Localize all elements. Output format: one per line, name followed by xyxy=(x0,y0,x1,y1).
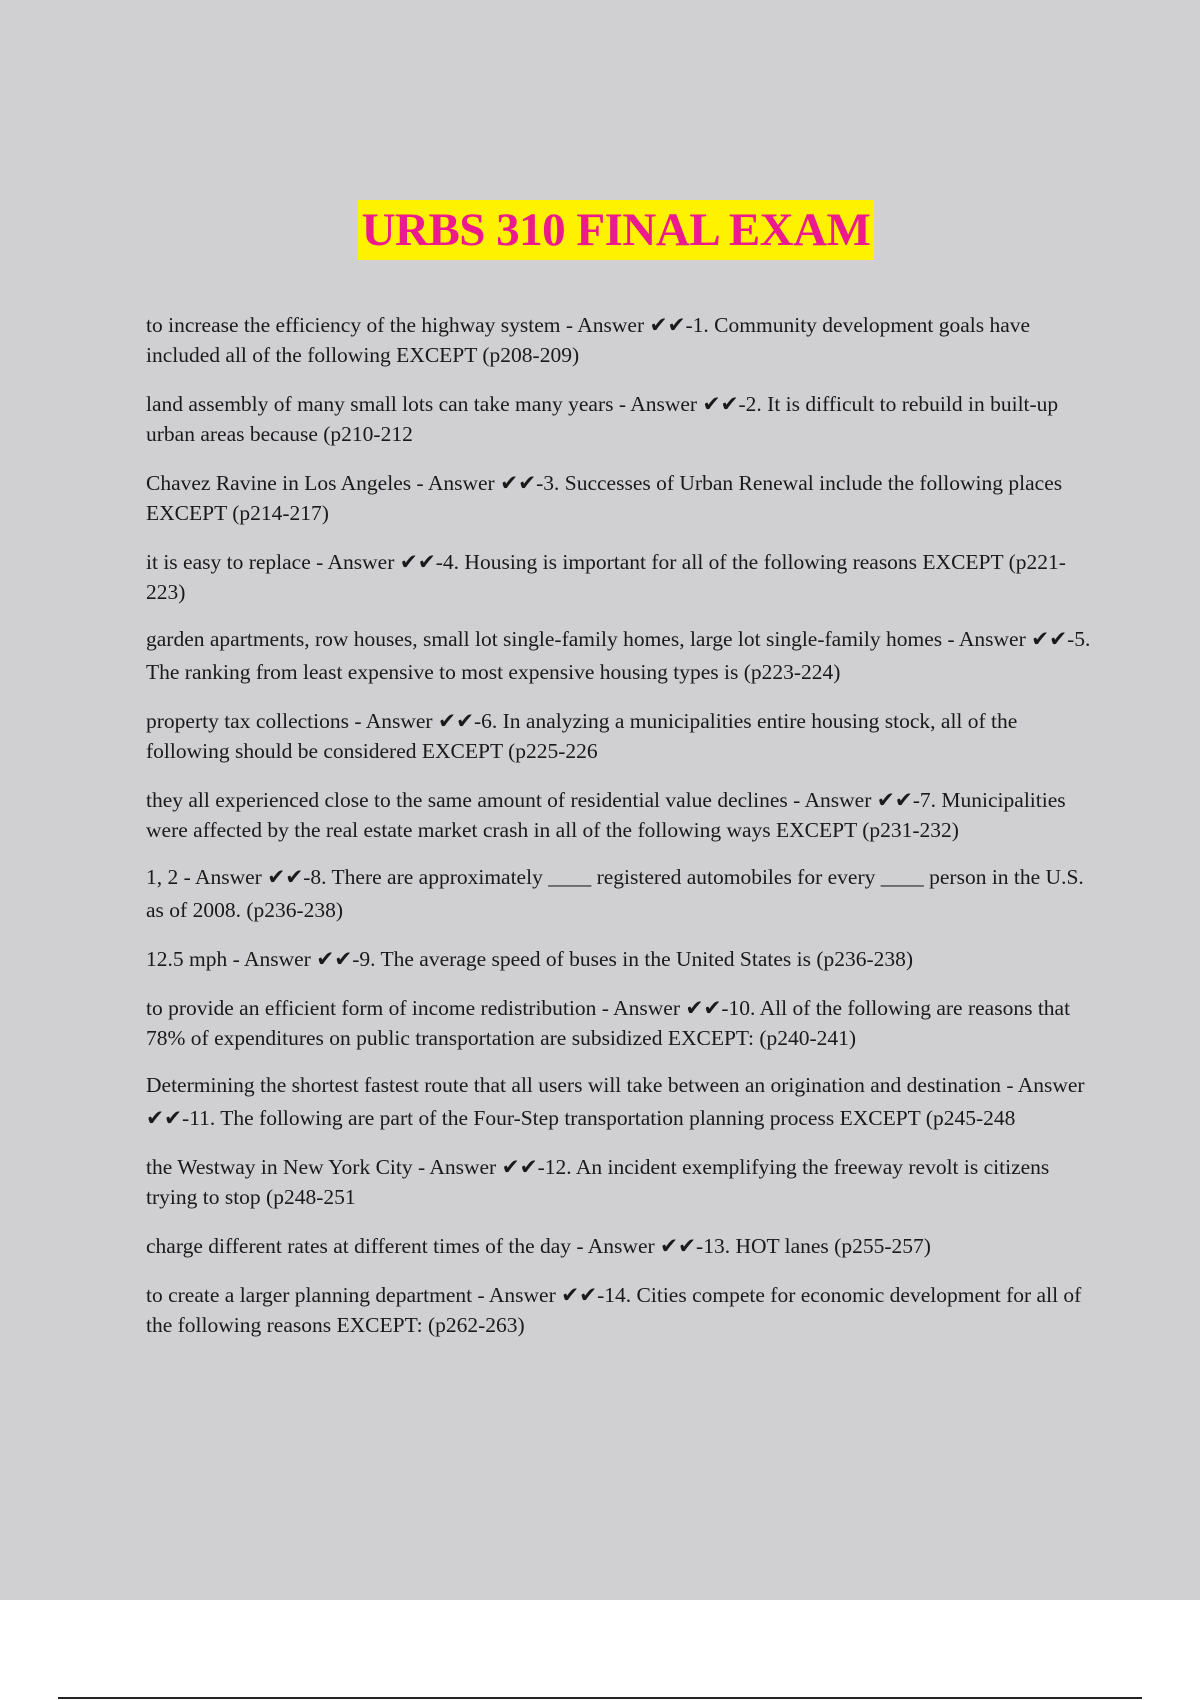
page-footer xyxy=(0,1600,1200,1700)
qa-item: land assembly of many small lots can take many years - Answer ✔✔-2. It is difficult to rebuild in built-up urban areas because (p210-212 xyxy=(146,392,1059,446)
qa-item: to provide an efficient form of income redistribution - Answer ✔✔-10. All of the following are reasons that 78% of expenditures on public transportation are subsidized EXCEPT: (p240-241) xyxy=(146,996,1071,1050)
qa-item: Chavez Ravine in Los Angeles - Answer ✔✔-3. Successes of Urban Renewal include the following places EXCEPT (p214-217) xyxy=(146,471,1063,525)
title-container xyxy=(0,200,1200,260)
qa-item: charge different rates at different times of the day - Answer ✔✔-13. HOT lanes (p255-257) xyxy=(146,1234,931,1258)
qa-item: 12.5 mph - Answer ✔✔-9. The average speed of buses in the United States is (p236-238) xyxy=(146,947,914,971)
qa-item: property tax collections - Answer ✔✔-6. In analyzing a municipalities entire housing stock, all of the following should be considered EXCEPT (p225-226 xyxy=(146,709,1018,763)
qa-item: 1, 2 - Answer ✔✔-8. There are approximately ____ registered automobiles for every ____ person in the U.S. as of 2008. (p236-238) xyxy=(146,865,1084,922)
qa-item: to increase the efficiency of the highway system - Answer ✔✔-1. Community development goals have included all of the following EXCEPT (p208-209) xyxy=(146,313,1031,367)
qa-list xyxy=(146,310,1091,1359)
page-title: URBS 310 FINAL EXAM xyxy=(358,200,875,260)
qa-item: to create a larger planning department - Answer ✔✔-14. Cities compete for economic development for all of the following reasons EXCEPT: (p262-263) xyxy=(146,1283,1082,1337)
qa-item: it is easy to replace - Answer ✔✔-4. Housing is important for all of the following reasons EXCEPT (p221-223) xyxy=(146,550,1066,604)
qa-item: they all experienced close to the same amount of residential value declines - Answer ✔✔-7. Municipalities were affected by the real estate market crash in all of the following ways EXCEPT (p231-232) xyxy=(146,788,1066,842)
qa-item: Determining the shortest fastest route that all users will take between an origination and destination - Answer ✔✔-11. The following are part of the Four-Step transportation planning process EXCEPT (p245-248 xyxy=(146,1073,1085,1130)
footer-divider xyxy=(58,1697,1142,1699)
qa-item: the Westway in New York City - Answer ✔✔-12. An incident exemplifying the freeway revolt is citizens trying to stop (p248-251 xyxy=(146,1155,1050,1209)
qa-item: garden apartments, row houses, small lot single-family homes, large lot single-family homes - Answer ✔✔-5. The ranking from least expensive to most expensive housing types is (p223-224) xyxy=(146,627,1091,684)
